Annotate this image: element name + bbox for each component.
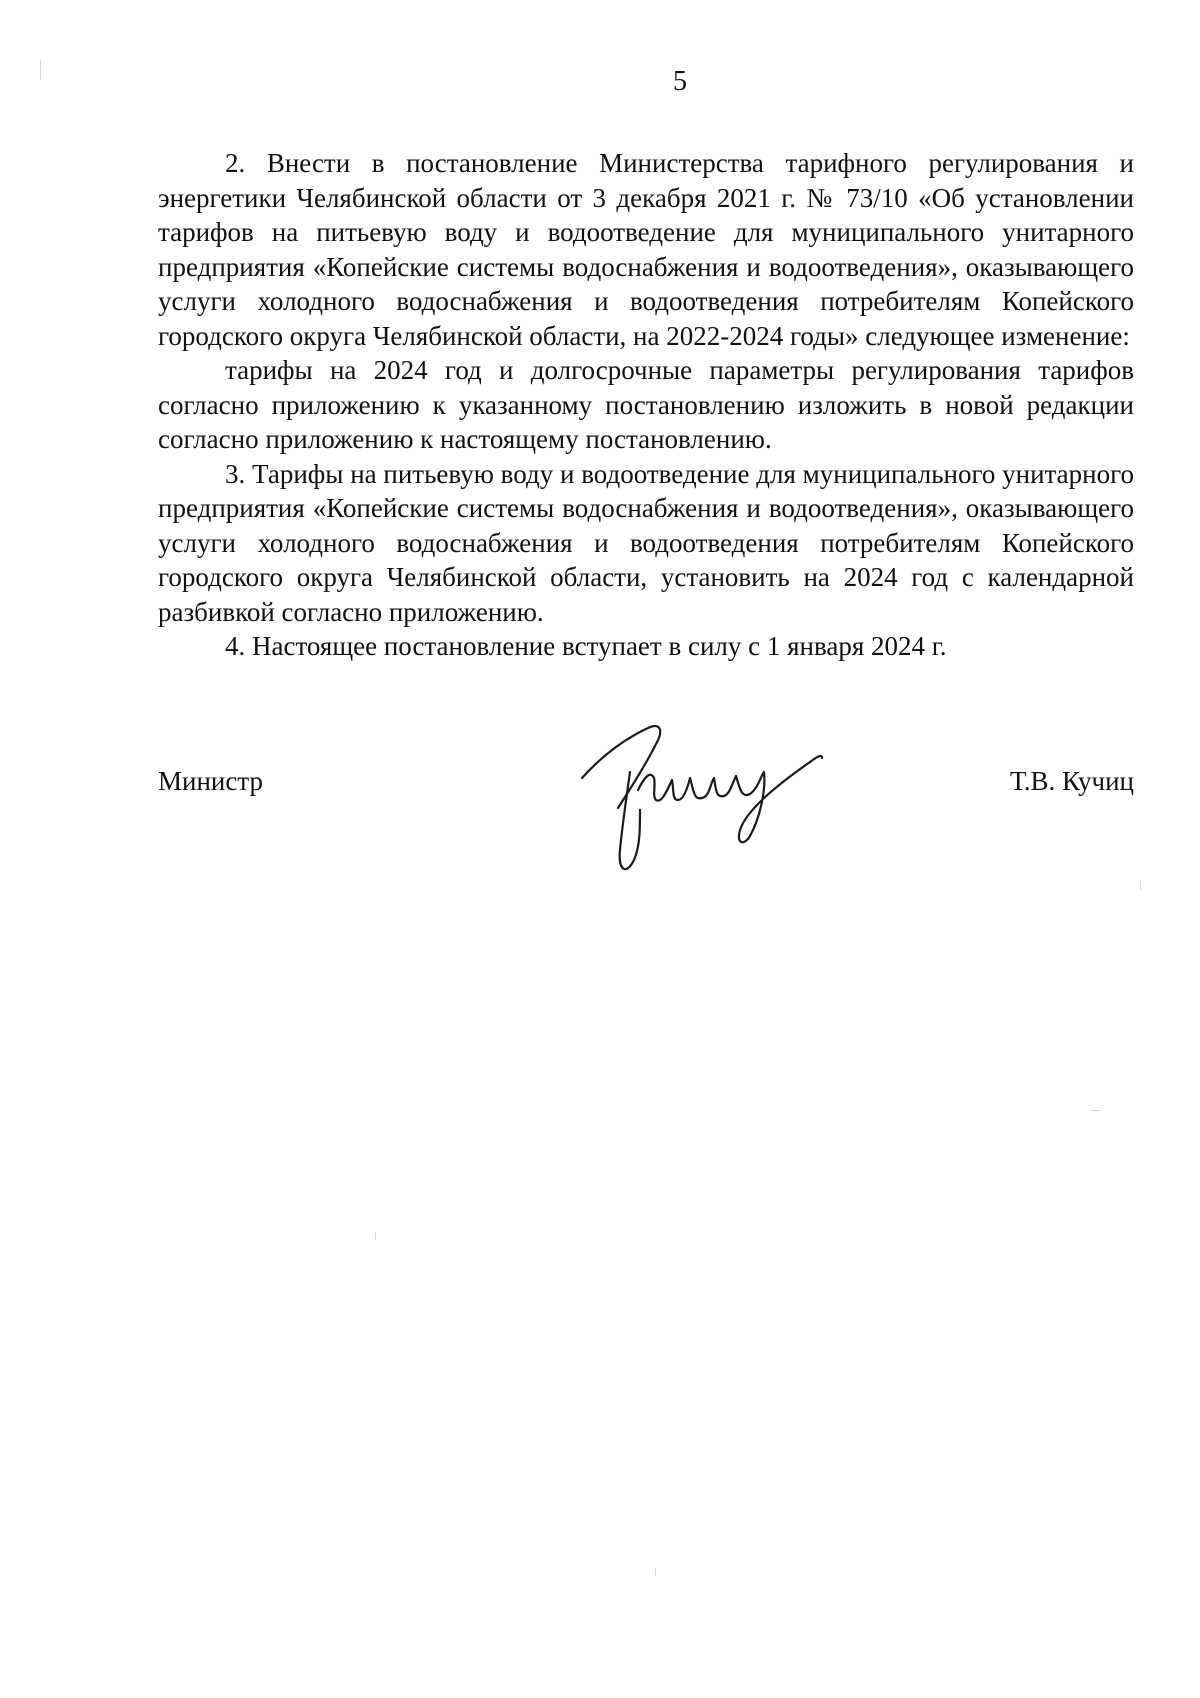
scan-speck	[1090, 1110, 1100, 1111]
scan-speck	[655, 1568, 656, 1576]
scan-speck	[40, 60, 41, 80]
signatory-position: Министр	[158, 766, 263, 796]
paragraph-amendment-detail: тарифы на 2024 год и долгосрочные параметры регулирования тарифов согласно приложению к указанному постановлению изложить в новой редакции согласно приложению к настоящему постановлению.	[158, 355, 1134, 454]
paragraph-tariffs: 3. Тарифы на питьевую воду и водоотведение для муниципального унитарного предприятия «Копейские системы водоснабжения и водоотведения», оказывающего услуги холодного водоснабжения и водоотведения потребителям Копейского городского округа Челябинской области, установить на 2024 год с календарной разбивкой согласно приложению.	[158, 458, 1134, 627]
paragraph-amendment: 2. Внести в постановление Министерства тарифного регулирования и энергетики Челябинской области от 3 декабря 2021 г. № 73/10 «Об установлении тарифов на питьевую воду и водоотведение для муниципального унитарного предприятия «Копейские системы водоснабжения и водоотведения», оказывающего услуги холодного водоснабжения и водоотведения потребителям Копейского городского округа Челябинской области, на 2022-2024 годы» следующее изменение:	[158, 148, 1134, 351]
scan-speck	[1140, 880, 1141, 890]
handwritten-signature-icon	[560, 700, 860, 880]
signatory-name: Т.В. Кучиц	[1009, 766, 1134, 796]
document-body	[158, 146, 1134, 664]
paragraph-effective-date: 4. Настоящее постановление вступает в силу с 1 января 2024 г.	[225, 631, 947, 661]
page-number: 5	[673, 66, 687, 97]
scan-speck	[375, 1232, 376, 1240]
